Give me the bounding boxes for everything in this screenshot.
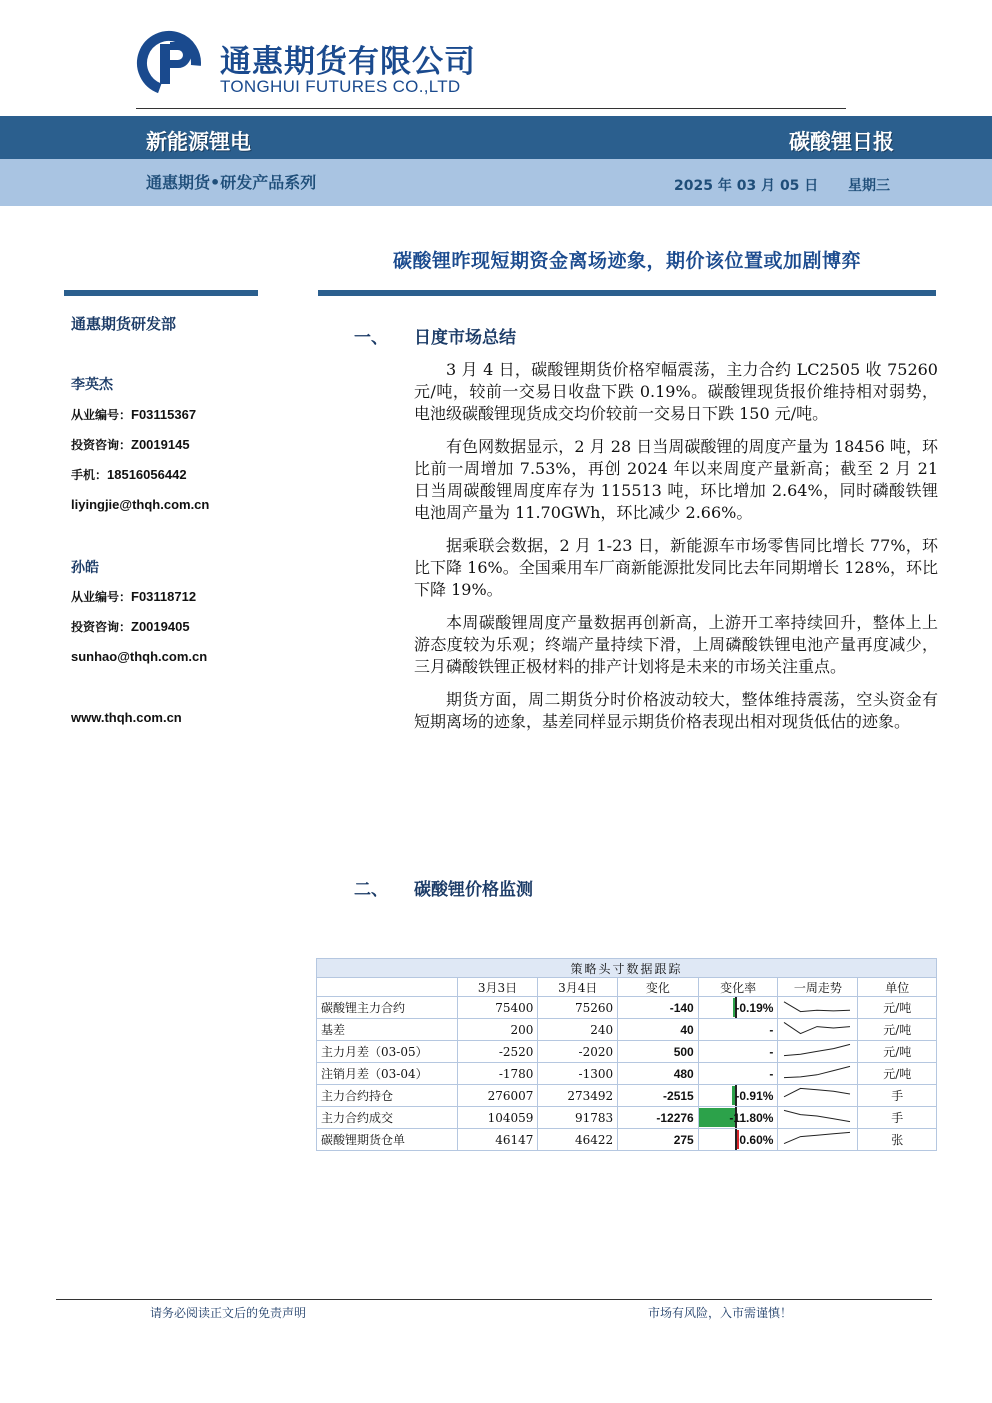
page-title: 碳酸锂昨现短期资金离场迹象，期价该位置或加剧博弈 bbox=[392, 250, 861, 272]
company-logo-icon bbox=[136, 28, 202, 98]
cert-label: 从业编号： bbox=[71, 408, 132, 422]
research-dept: 通惠期货研发部 bbox=[71, 315, 177, 333]
value-mar3: -1780 bbox=[457, 1063, 538, 1085]
table-header-cell: 3月4日 bbox=[538, 978, 618, 997]
sparkline bbox=[778, 1129, 857, 1147]
table-header-cell: 3月3日 bbox=[457, 978, 538, 997]
phone-label: 手机： bbox=[71, 468, 108, 482]
sparkline-path bbox=[784, 1044, 850, 1055]
change-rate-value: -11.80% bbox=[729, 1110, 774, 1125]
sparkline bbox=[778, 1063, 857, 1081]
week-trend-cell bbox=[778, 1019, 858, 1041]
week-trend-cell bbox=[778, 1107, 858, 1129]
unit-cell: 张 bbox=[858, 1129, 937, 1151]
change-rate-cell bbox=[698, 997, 778, 1019]
value-mar3: 46147 bbox=[457, 1129, 538, 1151]
week-trend-cell bbox=[778, 1063, 858, 1085]
section-number: 一、 bbox=[354, 328, 388, 348]
sparkline-path bbox=[784, 1088, 850, 1096]
sparkline bbox=[778, 997, 857, 1015]
table-header-row bbox=[317, 978, 937, 997]
change-rate-value: -0.19% bbox=[735, 1000, 774, 1015]
unit-cell: 元/吨 bbox=[858, 997, 937, 1019]
analyst-sidebar bbox=[71, 313, 271, 725]
header-divider bbox=[136, 108, 846, 109]
cert-value: F03115367 bbox=[131, 407, 197, 422]
table-body bbox=[317, 997, 937, 1151]
value-mar4: 91783 bbox=[538, 1107, 618, 1129]
table-header-cell: 变化 bbox=[618, 978, 699, 997]
value-mar3: 75400 bbox=[457, 997, 538, 1019]
change-value: 480 bbox=[618, 1063, 699, 1085]
table-row bbox=[317, 1041, 937, 1063]
change-value: 500 bbox=[618, 1041, 699, 1063]
change-rate-cell bbox=[698, 1041, 778, 1063]
company-name-en: TONGHUI FUTURES CO.,LTD bbox=[220, 77, 461, 96]
table-header-cell bbox=[317, 978, 458, 997]
analyst-phone bbox=[71, 466, 187, 483]
section-title: 碳酸锂价格监测 bbox=[414, 880, 533, 900]
change-value: 40 bbox=[618, 1019, 699, 1041]
consult-label: 投资咨询： bbox=[71, 620, 132, 634]
week-trend-cell bbox=[778, 1041, 858, 1063]
change-rate-cell bbox=[698, 1063, 778, 1085]
title-underline bbox=[318, 290, 936, 296]
section-title: 日度市场总结 bbox=[414, 328, 516, 348]
week-trend-cell bbox=[778, 1085, 858, 1107]
value-mar3: 200 bbox=[457, 1019, 538, 1041]
analyst-name: 孙皓 bbox=[71, 560, 99, 576]
table-row bbox=[317, 997, 937, 1019]
sidebar-underline bbox=[64, 290, 258, 296]
change-value: 275 bbox=[618, 1129, 699, 1151]
change-rate-cell bbox=[698, 1019, 778, 1041]
row-label: 基差 bbox=[317, 1019, 458, 1041]
sparkline bbox=[778, 1085, 857, 1103]
sparkline-path bbox=[784, 1066, 850, 1077]
table-row bbox=[317, 1019, 937, 1041]
analyst-email[interactable]: sunhao@thqh.com.cn bbox=[71, 649, 208, 664]
report-weekday: 星期三 bbox=[848, 178, 890, 194]
paragraph: 有色网数据显示，2 月 28 日当周碳酸锂的周度产量为 18456 吨，环比前一周增加 7.53%，再创 2024 年以来周度产量新高；截至 2 月 21 日当周碳酸锂周度库存为 115513 吨，环比增加 2.64%，同时磷酸铁锂电池周产量为 11.70GWh，环比减少 2.66%。 bbox=[414, 437, 938, 522]
phone-value: 18516056442 bbox=[107, 467, 187, 482]
disclaimer-note: 请务必阅读正文后的免责声明 bbox=[150, 1306, 307, 1320]
value-mar3: 104059 bbox=[457, 1107, 538, 1129]
paragraph: 3 月 4 日，碳酸锂期货价格窄幅震荡，主力合约 LC2505 收 75260 元/吨，较前一交易日收盘下跌 0.19%。碳酸锂现货报价维持相对弱势，电池级碳酸锂现货成交均价较前一交易日下跌 150 元/吨。 bbox=[414, 360, 938, 423]
sparkline-path bbox=[784, 1110, 850, 1121]
week-trend-cell bbox=[778, 1129, 858, 1151]
cert-label: 从业编号： bbox=[71, 590, 132, 604]
change-value: -2515 bbox=[618, 1085, 699, 1107]
analyst-cert bbox=[71, 588, 196, 605]
consult-value: Z0019145 bbox=[131, 437, 190, 452]
unit-cell: 元/吨 bbox=[858, 1041, 937, 1063]
change-rate-value: -0.91% bbox=[735, 1088, 774, 1103]
sparkline-path bbox=[784, 1022, 850, 1033]
footer-divider bbox=[56, 1299, 932, 1300]
change-rate-axis bbox=[735, 1129, 737, 1150]
analyst-name: 李英杰 bbox=[71, 377, 113, 393]
value-mar4: 240 bbox=[538, 1019, 618, 1041]
report-date: 2025 年 03 月 05 日 bbox=[674, 178, 819, 194]
cert-value: F03118712 bbox=[131, 589, 197, 604]
change-rate-value: - bbox=[769, 1044, 774, 1059]
analyst-consult bbox=[71, 618, 190, 635]
company-name-cn: 通惠期货有限公司 bbox=[220, 44, 476, 80]
consult-label: 投资咨询： bbox=[71, 438, 132, 452]
banner-report-type: 碳酸锂日报 bbox=[789, 130, 894, 154]
paragraph: 本周碳酸锂周度产量数据再创新高，上游开工率持续回升，整体上上游态度较为乐观；终端产量持续下滑，上周磷酸铁锂电池产量再度减少，三月磷酸铁锂正极材料的排产计划将是未来的市场关注重点。 bbox=[414, 613, 938, 676]
unit-cell: 元/吨 bbox=[858, 1063, 937, 1085]
value-mar4: -1300 bbox=[538, 1063, 618, 1085]
change-rate-cell bbox=[698, 1107, 778, 1129]
change-value: -140 bbox=[618, 997, 699, 1019]
row-label: 碳酸锂主力合约 bbox=[317, 997, 458, 1019]
change-rate-value: 0.60% bbox=[739, 1132, 774, 1147]
table-row bbox=[317, 1107, 937, 1129]
value-mar4: -2020 bbox=[538, 1041, 618, 1063]
table-header-cell: 单位 bbox=[858, 978, 937, 997]
value-mar3: -2520 bbox=[457, 1041, 538, 1063]
row-label: 主力合约持仓 bbox=[317, 1085, 458, 1107]
table-row bbox=[317, 1063, 937, 1085]
value-mar4: 273492 bbox=[538, 1085, 618, 1107]
change-value: -12276 bbox=[618, 1107, 699, 1129]
sparkline bbox=[778, 1041, 857, 1059]
table-header-cell: 变化率 bbox=[698, 978, 778, 997]
table-row bbox=[317, 1085, 937, 1107]
table-header-cell: 一周走势 bbox=[778, 978, 858, 997]
banner-category: 新能源锂电 bbox=[146, 130, 251, 154]
row-label: 碳酸锂期货仓单 bbox=[317, 1129, 458, 1151]
section-body bbox=[414, 359, 938, 744]
change-rate-value: - bbox=[769, 1022, 774, 1037]
change-rate-value: - bbox=[769, 1066, 774, 1081]
sparkline bbox=[778, 1107, 857, 1125]
row-label: 注销月差（03-04） bbox=[317, 1063, 458, 1085]
sparkline-path bbox=[784, 1002, 850, 1012]
change-rate-cell bbox=[698, 1085, 778, 1107]
table-caption: 策略头寸数据跟踪 bbox=[317, 959, 937, 978]
table-row bbox=[317, 1129, 937, 1151]
analyst-email[interactable]: liyingjie@thqh.com.cn bbox=[71, 497, 210, 512]
website-link[interactable]: www.thqh.com.cn bbox=[71, 710, 182, 725]
consult-value: Z0019405 bbox=[131, 619, 190, 634]
value-mar3: 276007 bbox=[457, 1085, 538, 1107]
banner-series: 通惠期货•研发产品系列 bbox=[146, 173, 317, 192]
analyst-consult bbox=[71, 436, 190, 453]
risk-warning: 市场有风险，入市需谨慎！ bbox=[648, 1306, 793, 1320]
change-rate-cell bbox=[698, 1129, 778, 1151]
analyst-cert bbox=[71, 406, 196, 423]
strategy-tracking-table bbox=[316, 958, 937, 1151]
sparkline-path bbox=[784, 1132, 850, 1143]
unit-cell: 元/吨 bbox=[858, 1019, 937, 1041]
row-label: 主力合约成交 bbox=[317, 1107, 458, 1129]
value-mar4: 75260 bbox=[538, 997, 618, 1019]
unit-cell: 手 bbox=[858, 1107, 937, 1129]
unit-cell: 手 bbox=[858, 1085, 937, 1107]
paragraph: 期货方面，周二期货分时价格波动较大，整体维持震荡，空头资金有短期离场的迹象，基差同样显示期货价格表现出相对现货低估的迹象。 bbox=[414, 690, 938, 731]
row-label: 主力月差（03-05） bbox=[317, 1041, 458, 1063]
week-trend-cell bbox=[778, 997, 858, 1019]
value-mar4: 46422 bbox=[538, 1129, 618, 1151]
section-number: 二、 bbox=[354, 880, 388, 900]
paragraph: 据乘联会数据，2 月 1-23 日，新能源车市场零售同比增长 77%，环比下降 16%。全国乘用车厂商新能源批发同比去年同期增长 128%，环比下降 19%。 bbox=[414, 536, 938, 599]
sparkline bbox=[778, 1019, 857, 1037]
